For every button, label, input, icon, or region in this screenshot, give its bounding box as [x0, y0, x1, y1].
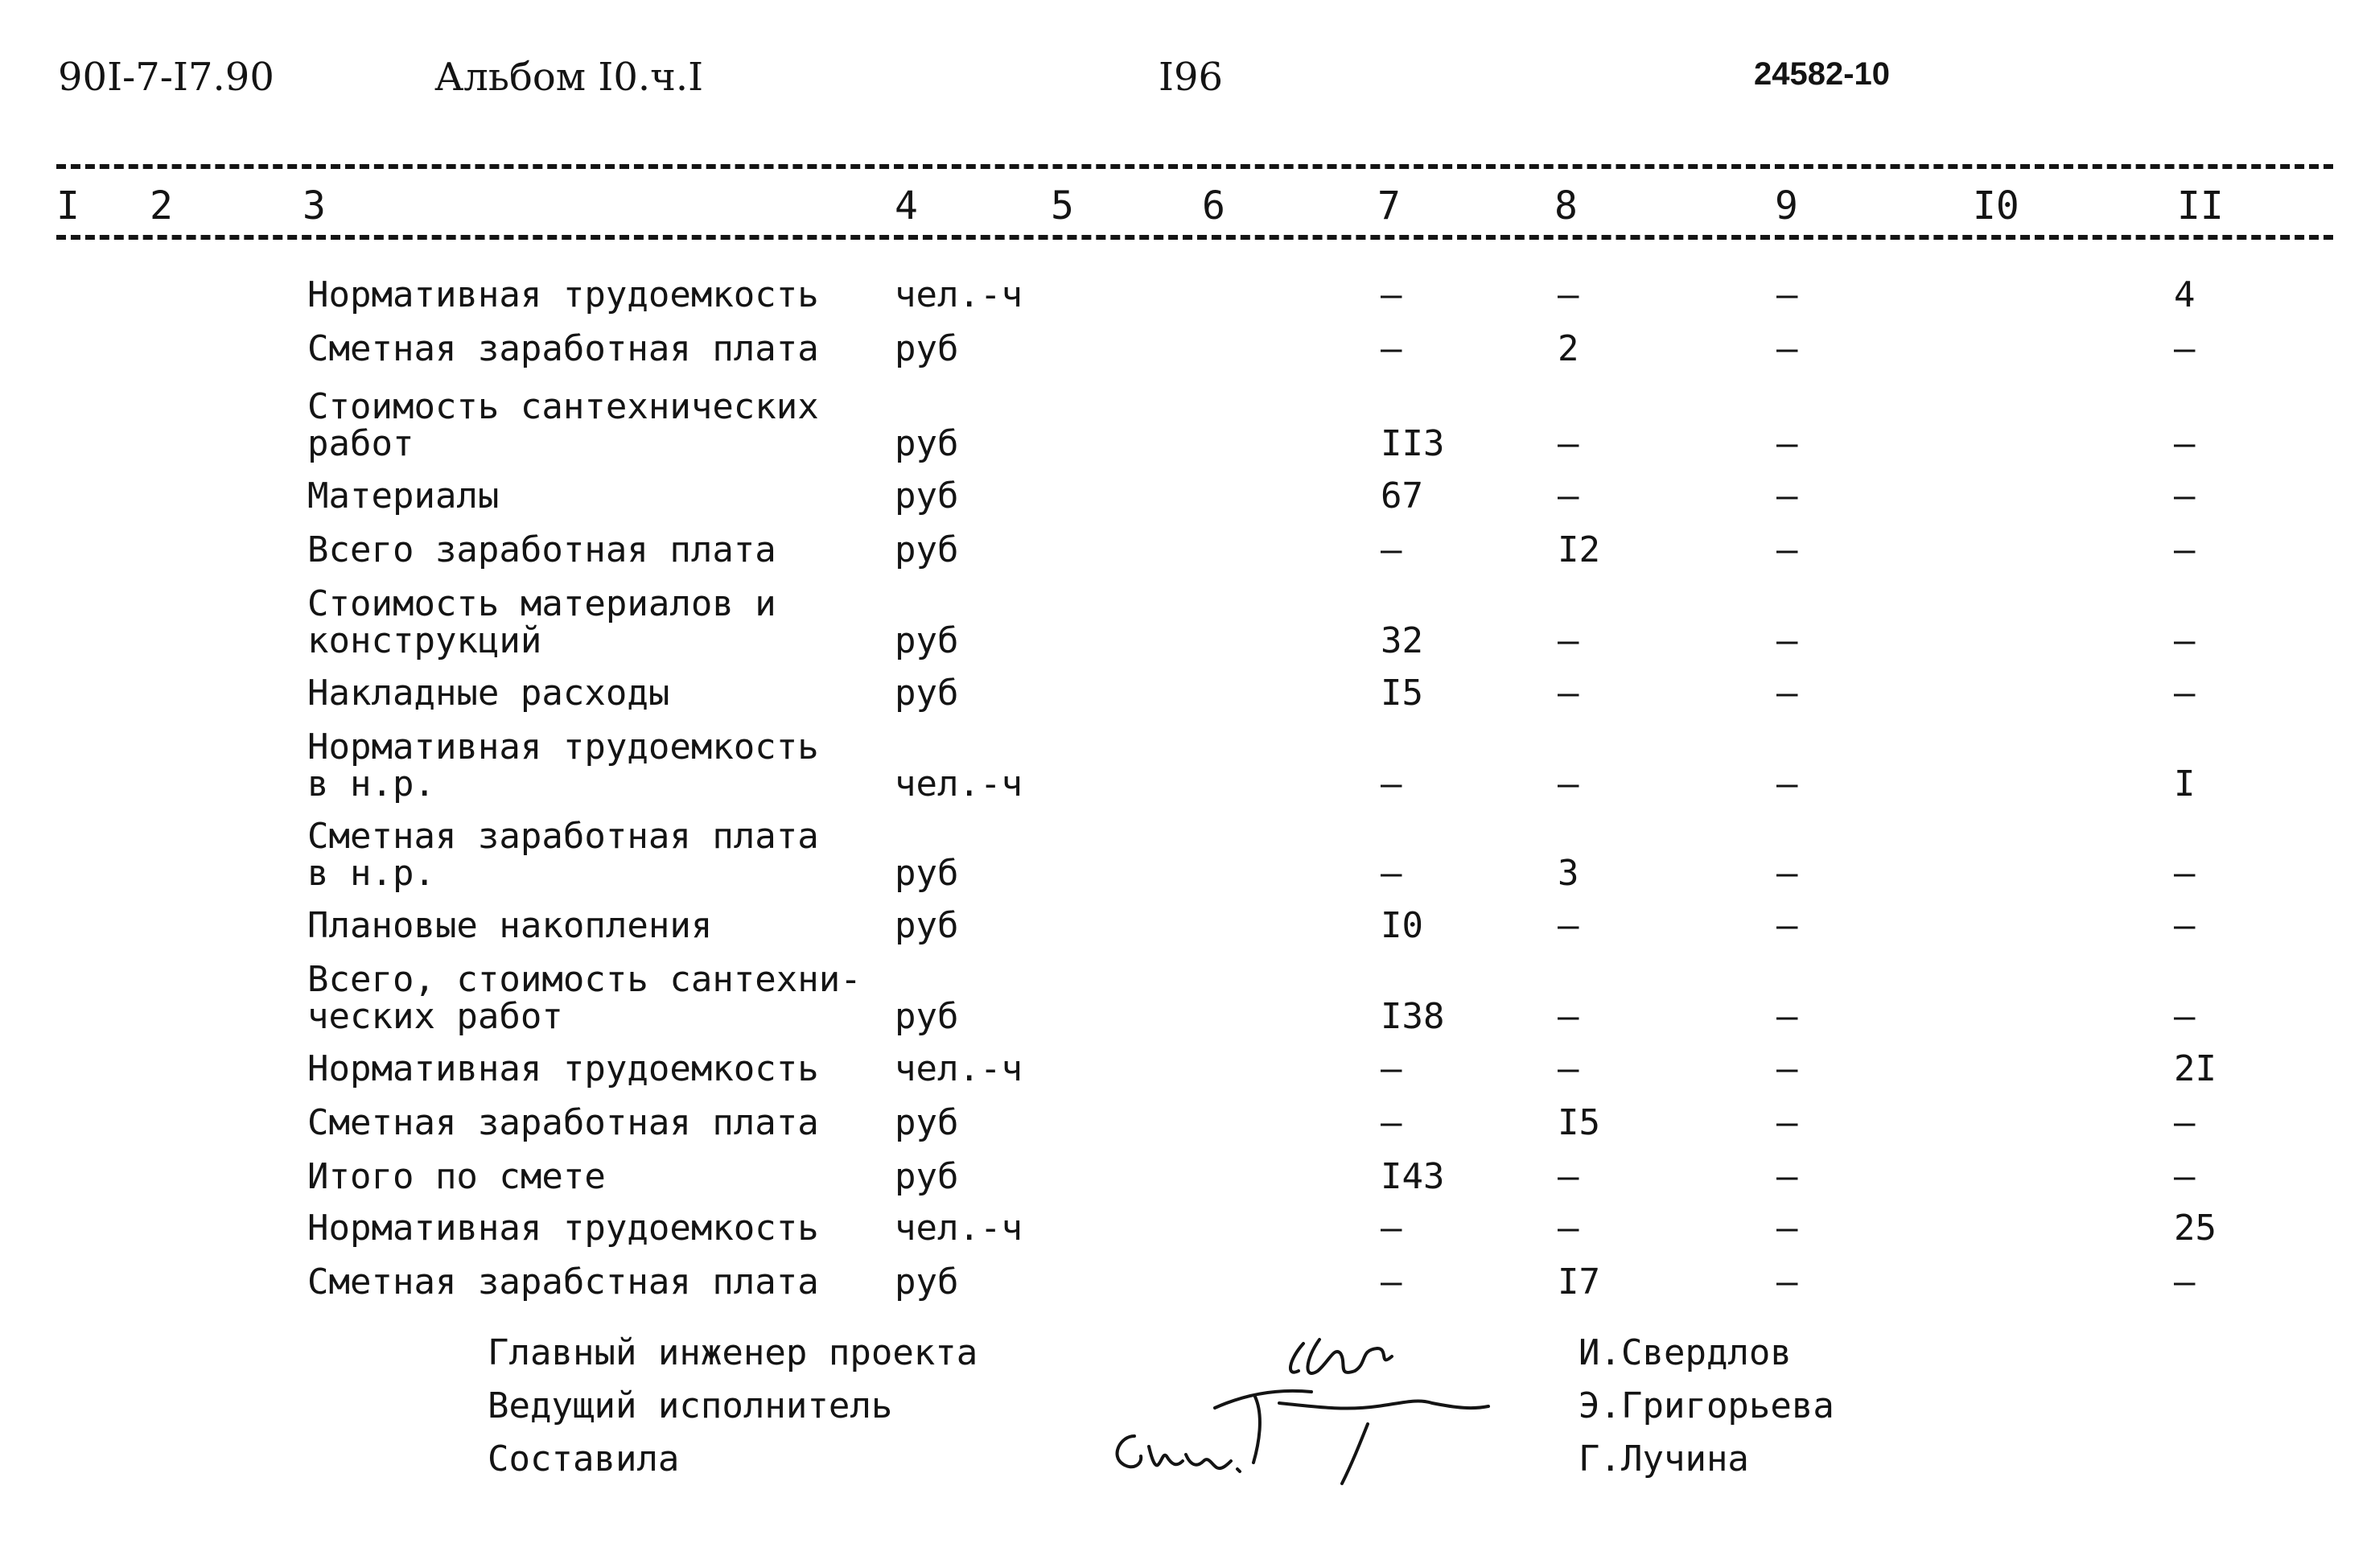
- page-number: I96: [1159, 55, 1224, 100]
- row-col7-value: 67: [1381, 475, 1423, 516]
- row-col9-value: –: [1776, 1261, 1798, 1303]
- row-unit: руб: [895, 996, 959, 1037]
- signature-name: Э.Григорьева: [1579, 1385, 1834, 1426]
- column-number: 3: [303, 183, 326, 228]
- row-name: Плановые накопления: [307, 905, 713, 946]
- row-name: Сметная зарабстная плата: [307, 1261, 819, 1303]
- row-col7-value: –: [1381, 1102, 1402, 1143]
- row-unit: руб: [895, 905, 959, 946]
- row-col9-value: –: [1776, 905, 1798, 946]
- row-col9-value: –: [1776, 1048, 1798, 1089]
- column-number: II: [2177, 183, 2224, 228]
- row-col8-value: –: [1558, 1208, 1579, 1249]
- row-col8-value: –: [1558, 423, 1579, 464]
- row-unit: чел.-ч: [895, 763, 1023, 805]
- row-col8-value: 2: [1558, 328, 1579, 369]
- row-col9-value: –: [1776, 1102, 1798, 1143]
- column-number: I: [56, 183, 80, 228]
- row-col7-value: –: [1381, 853, 1402, 894]
- row-col9-value: –: [1776, 853, 1798, 894]
- row-name: Нормативная трудоемкость: [307, 1048, 819, 1089]
- row-name: Нормативная трудоемкость: [307, 726, 819, 768]
- signature-role: Составила: [488, 1438, 680, 1480]
- row-unit: руб: [895, 328, 959, 369]
- row-col11-value: 25: [2174, 1208, 2217, 1249]
- row-col8-value: –: [1558, 475, 1579, 516]
- row-name: Стоимость сантехнических: [307, 386, 819, 427]
- signature-role: Ведущий исполнитель: [488, 1385, 893, 1426]
- document-code: 90I-7-I7.90: [58, 55, 274, 100]
- column-number: I0: [1973, 183, 2019, 228]
- row-col9-value: –: [1776, 1208, 1798, 1249]
- row-name: конструкций: [307, 620, 542, 661]
- column-number: 9: [1775, 183, 1798, 228]
- row-name: Всего, стоимость сантехни-: [307, 959, 862, 1000]
- row-col8-value: I5: [1558, 1102, 1600, 1143]
- column-number: 6: [1202, 183, 1225, 228]
- row-col7-value: I43: [1381, 1156, 1445, 1197]
- row-col7-value: –: [1381, 529, 1402, 570]
- signature-name: Г.Лучина: [1579, 1438, 1749, 1480]
- row-col11-value: –: [2174, 1156, 2196, 1197]
- row-col11-value: –: [2174, 423, 2196, 464]
- row-col7-value: –: [1381, 1048, 1402, 1089]
- row-col11-value: –: [2174, 620, 2196, 661]
- row-col9-value: –: [1776, 529, 1798, 570]
- row-col11-value: –: [2174, 996, 2196, 1037]
- row-unit: руб: [895, 1261, 959, 1303]
- row-col9-value: –: [1776, 763, 1798, 805]
- row-name: Сметная заработная плата: [307, 1102, 819, 1143]
- row-col7-value: –: [1381, 763, 1402, 805]
- row-col9-value: –: [1776, 423, 1798, 464]
- row-name: Нормативная трудоемкость: [307, 1208, 819, 1249]
- signature-name: И.Свердлов: [1579, 1332, 1792, 1373]
- row-name: Накладные расходы: [307, 673, 670, 714]
- row-name: Сметная заработная плата: [307, 816, 819, 857]
- row-col7-value: II3: [1381, 423, 1445, 464]
- row-unit: руб: [895, 620, 959, 661]
- row-name: Итого по смете: [307, 1156, 606, 1197]
- row-col9-value: –: [1776, 673, 1798, 714]
- row-col7-value: I0: [1381, 905, 1423, 946]
- row-col11-value: 4: [2174, 274, 2196, 315]
- row-col8-value: –: [1558, 763, 1579, 805]
- table-top-divider: [56, 164, 2333, 169]
- signature-role: Главный инженер проекта: [488, 1332, 978, 1373]
- row-unit: руб: [895, 529, 959, 570]
- row-col9-value: –: [1776, 996, 1798, 1037]
- column-header-divider: [56, 235, 2333, 240]
- row-col11-value: I: [2174, 763, 2196, 805]
- row-col7-value: –: [1381, 274, 1402, 315]
- row-col9-value: –: [1776, 328, 1798, 369]
- row-name: Нормативная трудоемкость: [307, 274, 819, 315]
- row-col7-value: I5: [1381, 673, 1423, 714]
- row-col8-value: –: [1558, 274, 1579, 315]
- row-unit: чел.-ч: [895, 1208, 1023, 1249]
- row-col9-value: –: [1776, 475, 1798, 516]
- inventory-number: 24582-10: [1754, 56, 1891, 92]
- column-number: 2: [150, 183, 173, 228]
- row-col11-value: –: [2174, 673, 2196, 714]
- album-label: Альбом I0.ч.I: [434, 55, 704, 100]
- row-col9-value: –: [1776, 1156, 1798, 1197]
- row-col7-value: –: [1381, 328, 1402, 369]
- row-unit: руб: [895, 475, 959, 516]
- row-name: в н.р.: [307, 763, 435, 805]
- row-col11-value: –: [2174, 529, 2196, 570]
- row-col8-value: 3: [1558, 853, 1579, 894]
- row-col8-value: –: [1558, 620, 1579, 661]
- row-name: работ: [307, 423, 414, 464]
- row-col9-value: –: [1776, 620, 1798, 661]
- row-unit: руб: [895, 1156, 959, 1197]
- row-unit: руб: [895, 1102, 959, 1143]
- row-col9-value: –: [1776, 274, 1798, 315]
- row-unit: руб: [895, 423, 959, 464]
- row-col11-value: –: [2174, 853, 2196, 894]
- row-col11-value: –: [2174, 1261, 2196, 1303]
- column-number: 7: [1377, 183, 1401, 228]
- row-name: ческих работ: [307, 996, 563, 1037]
- row-col8-value: –: [1558, 1156, 1579, 1197]
- row-col11-value: –: [2174, 475, 2196, 516]
- row-name: Материалы: [307, 475, 500, 516]
- row-unit: чел.-ч: [895, 1048, 1023, 1089]
- row-col8-value: –: [1558, 905, 1579, 946]
- row-name: Сметная заработная плата: [307, 328, 819, 369]
- column-number: 4: [895, 183, 918, 228]
- handwritten-signatures: [1078, 1303, 1496, 1496]
- row-col7-value: –: [1381, 1261, 1402, 1303]
- row-col7-value: 32: [1381, 620, 1423, 661]
- row-name: в н.р.: [307, 853, 435, 894]
- row-unit: чел.-ч: [895, 274, 1023, 315]
- column-number: 8: [1554, 183, 1578, 228]
- column-number: 5: [1051, 183, 1074, 228]
- row-col11-value: 2I: [2174, 1048, 2217, 1089]
- row-col8-value: I2: [1558, 529, 1600, 570]
- row-col7-value: I38: [1381, 996, 1445, 1037]
- row-name: Стоимость материалов и: [307, 583, 776, 624]
- row-col8-value: –: [1558, 673, 1579, 714]
- row-col11-value: –: [2174, 328, 2196, 369]
- row-col8-value: –: [1558, 996, 1579, 1037]
- row-name: Всего заработная плата: [307, 529, 776, 570]
- row-col7-value: –: [1381, 1208, 1402, 1249]
- row-col11-value: –: [2174, 905, 2196, 946]
- row-unit: руб: [895, 853, 959, 894]
- row-unit: руб: [895, 673, 959, 714]
- row-col8-value: –: [1558, 1048, 1579, 1089]
- row-col11-value: –: [2174, 1102, 2196, 1143]
- row-col8-value: I7: [1558, 1261, 1600, 1303]
